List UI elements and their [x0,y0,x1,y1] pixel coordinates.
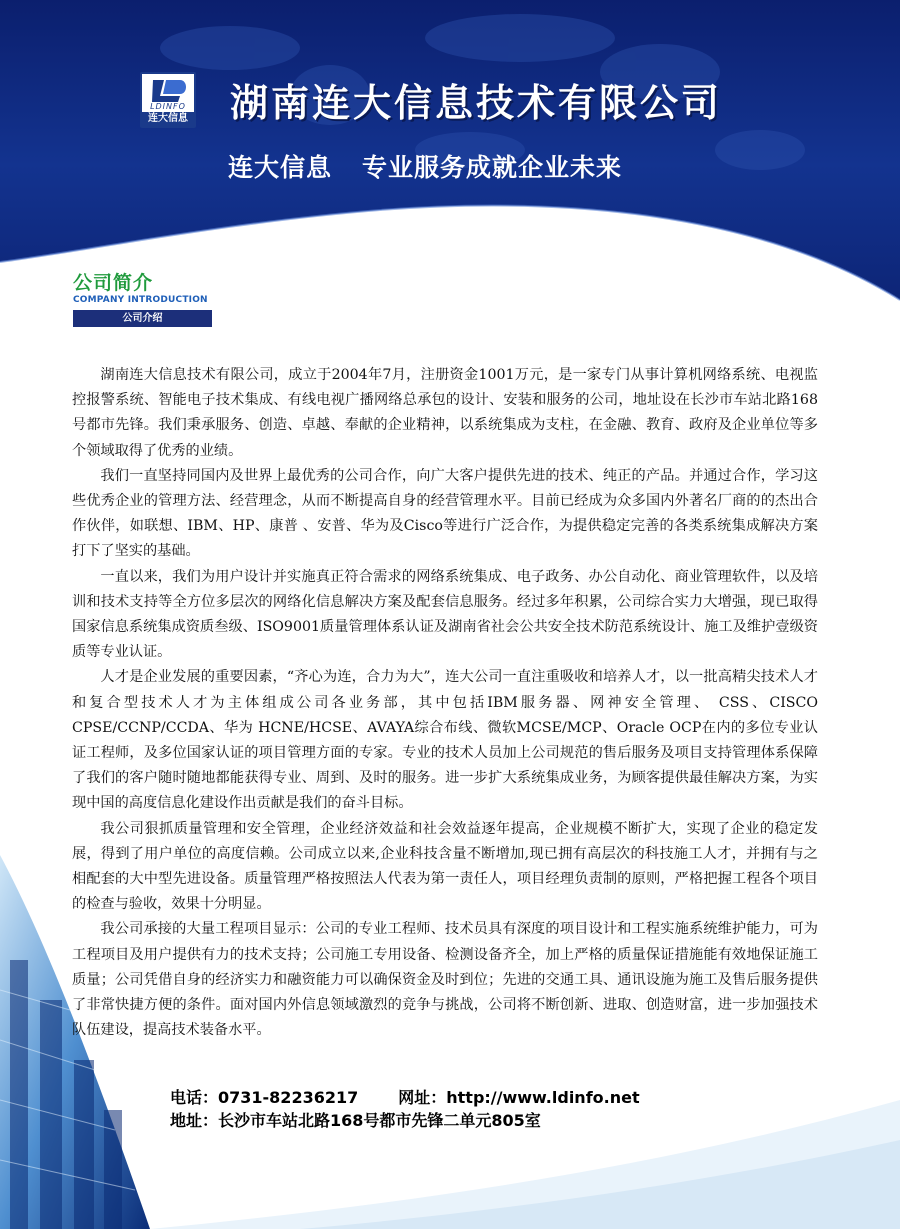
introduction-body [72,363,818,1043]
logo-name: 连大信息 [142,112,194,126]
slogan [228,148,622,184]
paragraph: 我公司承接的大量工程项目显示：公司的专业工程师、技术员具有深度的项目设计和工程实施系统维护能力，可为工程项目及用户提供有力的技术支持；公司施工专用设备、检测设备齐全，加上严格的质量保证措施能有效地保证施工质量；公司凭借自身的经济实力和融资能力可以确保资金及时到位；先进的交通工具、通讯设施为施工及售后服务提供了非常快捷方便的条件。面对国内外信息领域激烈的竞争与挑战，公司将不断创新、进取、创造财富，进一步加强技术队伍建设，提高技术装备水平。 [72,921,818,1039]
contact-info [170,1087,640,1132]
section-title: 公司简介 [73,272,154,294]
paragraph: 湖南连大信息技术有限公司，成立于2004年7月，注册资金1001万元，是一家专门从事计算机网络系统、电视监控报警系统、智能电子技术集成、有线电视广播网络总承包的设计、安装和服务的公司，地址设在长沙市车站北路168号都市先锋。我们秉承服务、创造、卓越、奉献的企业精神，以系统集成为支柱，在金融、教育、政府及企业单位等多个领域取得了优秀的业绩。 [72,367,818,459]
address-text: 地址：长沙市车站北路168号都市先锋二单元805室 [170,1111,541,1130]
company-title: 湖南连大信息技术有限公司 [230,81,723,125]
paragraph: 人才是企业发展的重要因素，“齐心为连，合力为大”，连大公司一直注重吸收和培养人才，以一批高精尖技术人才和复合型技术人才为主体组成公司各业务部，其中包括IBM服务器、网神安全管理、 CSS、CISCO CPSE/CCNP/CCDA、华为 HCNE/HCSE、AVAYA综合布线、微软MCSE/MCP、Oracle OCP在内的多位专业认证工程师，及多位国家认证的项目管理方面的专家。专业的技术人员加上公司规范的售后服务及项目支持管理体系保障了我们的客户随时随地都能获得专业、周到、及时的服务。进一步扩大系统集成业务，为顾客提供最佳解决方案，为实现中国的高度信息化建设作出贡献是我们的奋斗目标。 [72,669,818,812]
paragraph: 一直以来，我们为用户设计并实施真正符合需求的网络系统集成、电子政务、办公自动化、商业管理软件，以及培训和技术支持等全方位多层次的网络化信息解决方案及配套信息服务。经过多年积累，公司综合实力大增强，现已取得国家信息系统集成资质叁级、ISO9001质量管理体系认证及湖南省社会公共安全技术防范系统设计、施工及维护壹级资质等专业认证。 [72,568,818,661]
ld-logo-icon [150,78,188,104]
section-label-bar: 公司介绍 [73,310,212,327]
slogan-brand: 连大信息 [228,153,333,182]
paragraph: 我们一直坚持同国内及世界上最优秀的公司合作，向广大客户提供先进的技术、纯正的产品。并通过合作，学习这些优秀企业的管理方法、经营理念，从而不断提高自身的经营管理水平。目前已经成为众多国内外著名厂商的的杰出合作伙伴，如联想、IBM、HP、康普 、安普、华为及Cisco等进行广泛合作，为提供稳定完善的各类系统集成解决方案打下了坚实的基础。 [72,467,818,560]
slogan-motto: 专业服务成就企业未来 [362,153,623,182]
section-english-title: COMPANY INTRODUCTION [73,295,208,305]
phone-text: 电话：0731-82236217 [170,1088,359,1107]
website-link[interactable]: 网址：http://www.ldinfo.net [398,1088,640,1107]
paragraph: 我公司狠抓质量管理和安全管理，企业经济效益和社会效益逐年提高，企业规模不断扩大，实现了企业的稳定发展，得到了用户单位的高度信赖。公司成立以来,企业科技含量不断增加,现已拥有高层次的科技施工人才，并拥有与之相配套的大中型先进设备。质量管理严格按照法人代表为第一责任人，项目经理负责制的原则，严格把握工程各个项目的检查与验收，效果十分明显。 [72,820,818,913]
company-logo [140,72,196,128]
logo-text: LDINFO [150,102,186,111]
